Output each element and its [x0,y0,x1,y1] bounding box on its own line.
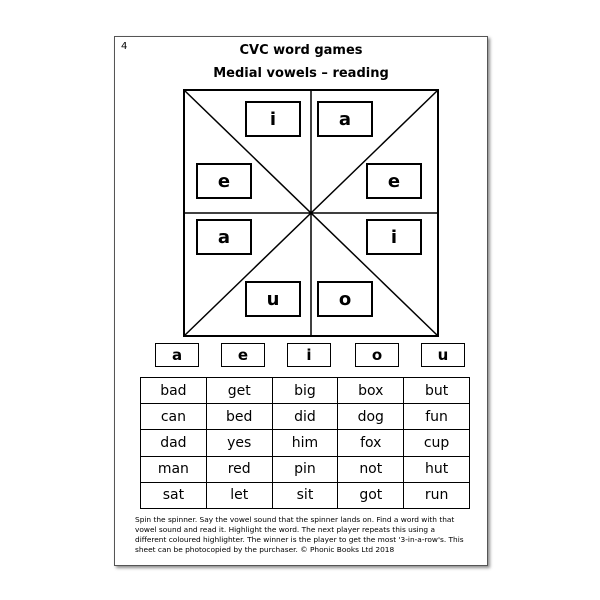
word-cell[interactable]: dog [338,404,404,430]
word-cell[interactable]: bad [141,378,207,404]
vowel-card: o [355,343,399,367]
word-cell[interactable]: get [206,378,272,404]
worksheet-title: CVC word games [239,43,363,58]
instructions-text: Spin the spinner. Say the vowel sound that the spinner lands on. Find a word with that vowel sound and read it. Highlight the word. The next player repeats this using a different coloured highlighter. The winner is the player to get the most '3-in-a-row's. This sheet can be photocopied by the purchaser. © Phonic Books Ltd 2018 [135,515,464,554]
word-cell[interactable]: cup [404,430,470,456]
word-grid-row [141,404,470,430]
word-cell[interactable]: red [206,456,272,482]
word-cell[interactable]: run [404,482,470,508]
word-cell[interactable]: dad [141,430,207,456]
word-cell[interactable]: sat [141,482,207,508]
word-cell[interactable]: can [141,404,207,430]
word-cell[interactable]: pin [272,456,338,482]
word-cell[interactable]: man [141,456,207,482]
spinner-segment-vowel: u [245,281,301,317]
word-cell[interactable]: did [272,404,338,430]
word-cell[interactable]: got [338,482,404,508]
worksheet-subtitle: Medial vowels – reading [213,66,389,81]
worksheet-page [114,36,488,566]
word-cell[interactable]: sit [272,482,338,508]
word-cell[interactable]: box [338,378,404,404]
word-grid [140,377,470,509]
word-grid-row [141,430,470,456]
vowel-card: e [221,343,265,367]
word-cell[interactable]: big [272,378,338,404]
spinner-segment-vowel: a [196,219,252,255]
page-number: 4 [121,41,128,52]
word-cell[interactable]: hut [404,456,470,482]
spinner-segment-vowel: i [366,219,422,255]
spinner-segment-vowel: a [317,101,373,137]
word-cell[interactable]: let [206,482,272,508]
spinner-segment-vowel: e [366,163,422,199]
word-cell[interactable]: fun [404,404,470,430]
spinner-segment-vowel: o [317,281,373,317]
spinner-segment-vowel: e [196,163,252,199]
word-cell[interactable]: fox [338,430,404,456]
spinner-segment-vowel: i [245,101,301,137]
word-cell[interactable]: yes [206,430,272,456]
vowel-card: a [155,343,199,367]
word-grid-row [141,456,470,482]
word-grid-row [141,378,470,404]
word-cell[interactable]: but [404,378,470,404]
word-cell[interactable]: bed [206,404,272,430]
word-grid-row [141,482,470,508]
word-cell[interactable]: him [272,430,338,456]
vowel-card: i [287,343,331,367]
spinner-board[interactable] [183,89,439,337]
vowel-card: u [421,343,465,367]
word-cell[interactable]: not [338,456,404,482]
